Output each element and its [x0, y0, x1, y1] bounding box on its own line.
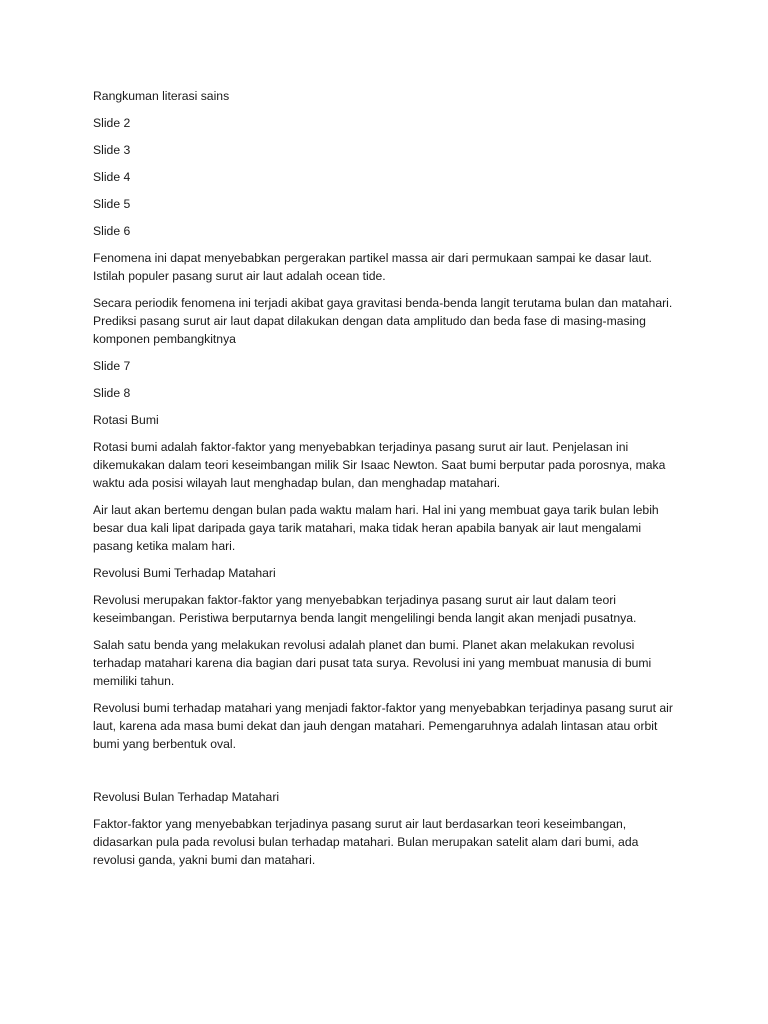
slide-label: Slide 4 — [93, 170, 131, 184]
body-paragraph: Revolusi bumi terhadap matahari yang menjadi faktor-faktor yang menyebabkan terjadinya pasang surut air laut, karena ada masa bumi dekat dan jauh dengan matahari. Pemengaruhnya adalah lintasan atau orbit bumi yang berbentuk oval. — [93, 701, 673, 751]
body-paragraph: Rotasi bumi adalah faktor-faktor yang menyebabkan terjadinya pasang surut air laut. Penjelasan ini dikemukakan dalam teori keseimbangan milik Sir Isaac Newton. Saat bumi berputar pada porosnya, maka waktu ada posisi wilayah laut menghadap bulan, dan menghadap matahari. — [93, 440, 666, 490]
section-heading: Revolusi Bumi Terhadap Matahari — [93, 566, 276, 580]
slide-label: Slide 8 — [93, 386, 131, 400]
section-heading: Revolusi Bulan Terhadap Matahari — [93, 790, 280, 804]
body-paragraph: Revolusi merupakan faktor-faktor yang menyebabkan terjadinya pasang surut air laut dalam teori keseimbangan. Peristiwa berputarnya benda langit mengelilingi benda langit akan menjadi pusatnya. — [93, 593, 637, 625]
slide-label: Slide 2 — [93, 116, 131, 130]
body-paragraph: Fenomena ini dapat menyebabkan pergerakan partikel massa air dari permukaan sampai ke dasar laut. Istilah populer pasang surut air laut adalah ocean tide. — [93, 251, 652, 283]
section-heading: Rotasi Bumi — [93, 413, 159, 427]
slide-label: Slide 7 — [93, 359, 131, 373]
slide-label: Slide 5 — [93, 197, 131, 211]
slide-label: Slide 3 — [93, 143, 131, 157]
body-paragraph: Faktor-faktor yang menyebabkan terjadinya pasang surut air laut berdasarkan teori keseimbangan, didasarkan pula pada revolusi bulan terhadap matahari. Bulan merupakan satelit alam dari bumi, ada revolusi ganda, yakni bumi dan matahari. — [93, 817, 639, 867]
document-title: Rangkuman literasi sains — [93, 89, 230, 103]
slide-label: Slide 6 — [93, 224, 131, 238]
document-page — [93, 87, 683, 878]
body-paragraph: Salah satu benda yang melakukan revolusi adalah planet dan bumi. Planet akan melakukan revolusi terhadap matahari karena dia bagian dari pusat tata surya. Revolusi ini yang membuat manusia di bumi memiliki tahun. — [93, 638, 652, 688]
body-paragraph: Air laut akan bertemu dengan bulan pada waktu malam hari. Hal ini yang membuat gaya tarik bulan lebih besar dua kali lipat daripada gaya tarik matahari, maka tidak heran apabila banyak air laut mengalami pasang ketika malam hari. — [93, 503, 659, 553]
body-paragraph: Secara periodik fenomena ini terjadi akibat gaya gravitasi benda-benda langit terutama bulan dan matahari. Prediksi pasang surut air laut dapat dilakukan dengan data amplitudo dan beda fase di masing-masing komponen pembangkitnya — [93, 296, 673, 346]
blank-line — [93, 762, 683, 788]
